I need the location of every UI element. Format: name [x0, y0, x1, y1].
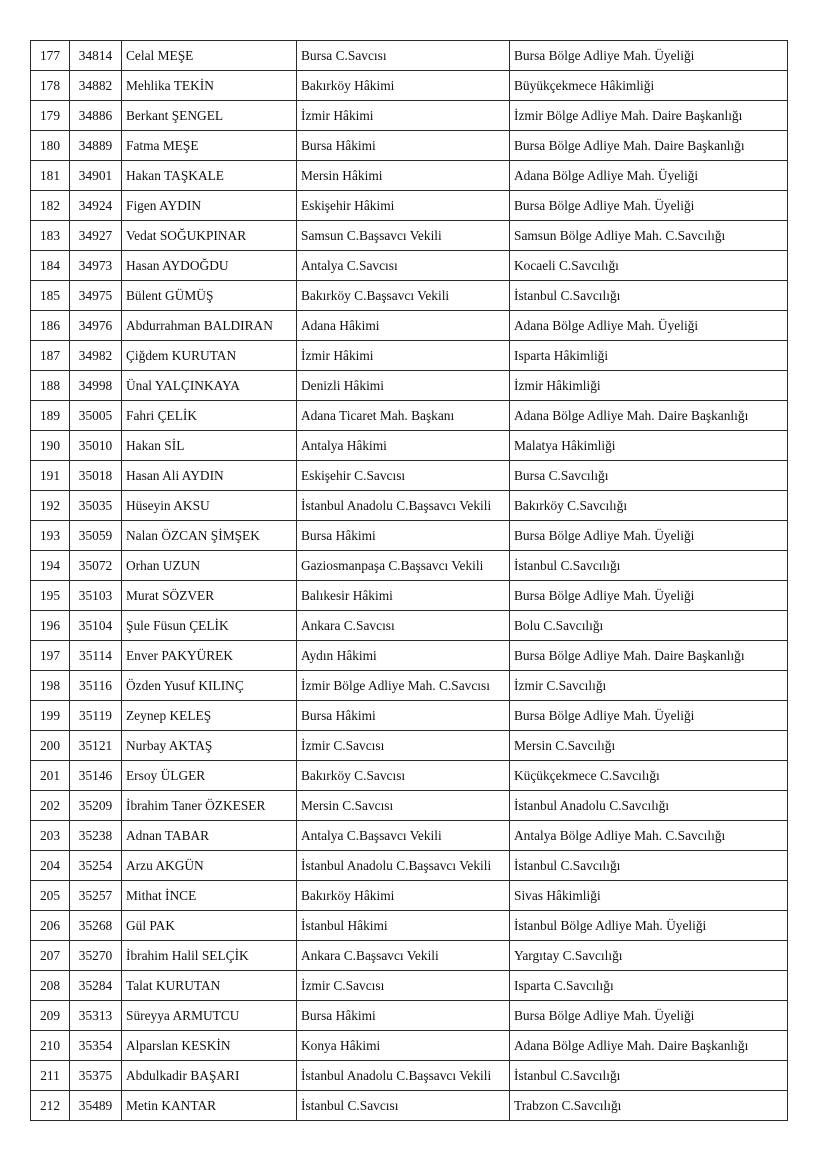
new-post-cell: Bursa Bölge Adliye Mah. Üyeliği: [510, 581, 788, 611]
new-post-cell: Mersin C.Savcılığı: [510, 731, 788, 761]
row-number-cell: 193: [31, 521, 70, 551]
table-row: [31, 161, 788, 191]
row-number-cell: 207: [31, 941, 70, 971]
new-post-cell: Adana Bölge Adliye Mah. Üyeliği: [510, 161, 788, 191]
new-post-cell: Bolu C.Savcılığı: [510, 611, 788, 641]
appointments-table: [30, 40, 788, 1121]
row-number-cell: 195: [31, 581, 70, 611]
table-row: [31, 341, 788, 371]
row-number-cell: 197: [31, 641, 70, 671]
registry-number-cell: 34814: [70, 41, 122, 71]
table-row: [31, 821, 788, 851]
current-post-cell: İstanbul Hâkimi: [297, 911, 510, 941]
name-cell: Özden Yusuf KILINÇ: [122, 671, 297, 701]
registry-number-cell: 34973: [70, 251, 122, 281]
registry-number-cell: 35114: [70, 641, 122, 671]
table-row: [31, 551, 788, 581]
table-row: [31, 1061, 788, 1091]
registry-number-cell: 35254: [70, 851, 122, 881]
row-number-cell: 204: [31, 851, 70, 881]
name-cell: Bülent GÜMÜŞ: [122, 281, 297, 311]
new-post-cell: Samsun Bölge Adliye Mah. C.Savcılığı: [510, 221, 788, 251]
name-cell: Fatma MEŞE: [122, 131, 297, 161]
registry-number-cell: 35257: [70, 881, 122, 911]
current-post-cell: Bursa Hâkimi: [297, 131, 510, 161]
name-cell: Çiğdem KURUTAN: [122, 341, 297, 371]
table-row: [31, 941, 788, 971]
current-post-cell: Ankara C.Başsavcı Vekili: [297, 941, 510, 971]
new-post-cell: Bursa Bölge Adliye Mah. Üyeliği: [510, 1001, 788, 1031]
new-post-cell: Bursa C.Savcılığı: [510, 461, 788, 491]
table-row: [31, 491, 788, 521]
new-post-cell: Bakırköy C.Savcılığı: [510, 491, 788, 521]
new-post-cell: Adana Bölge Adliye Mah. Üyeliği: [510, 311, 788, 341]
new-post-cell: İstanbul Anadolu C.Savcılığı: [510, 791, 788, 821]
registry-number-cell: 34975: [70, 281, 122, 311]
table-row: [31, 731, 788, 761]
row-number-cell: 185: [31, 281, 70, 311]
current-post-cell: Bakırköy C.Savcısı: [297, 761, 510, 791]
current-post-cell: Eskişehir C.Savcısı: [297, 461, 510, 491]
name-cell: Mithat İNCE: [122, 881, 297, 911]
new-post-cell: Adana Bölge Adliye Mah. Daire Başkanlığı: [510, 1031, 788, 1061]
registry-number-cell: 34998: [70, 371, 122, 401]
table-row: [31, 791, 788, 821]
table-row: [31, 761, 788, 791]
current-post-cell: Adana Hâkimi: [297, 311, 510, 341]
current-post-cell: İzmir C.Savcısı: [297, 971, 510, 1001]
registry-number-cell: 35146: [70, 761, 122, 791]
name-cell: Hasan AYDOĞDU: [122, 251, 297, 281]
new-post-cell: Trabzon C.Savcılığı: [510, 1091, 788, 1121]
new-post-cell: Sivas Hâkimliği: [510, 881, 788, 911]
table-row: [31, 371, 788, 401]
current-post-cell: Bursa C.Savcısı: [297, 41, 510, 71]
registry-number-cell: 35354: [70, 1031, 122, 1061]
name-cell: Nalan ÖZCAN ŞİMŞEK: [122, 521, 297, 551]
table-row: [31, 851, 788, 881]
current-post-cell: İstanbul C.Savcısı: [297, 1091, 510, 1121]
current-post-cell: Mersin Hâkimi: [297, 161, 510, 191]
name-cell: Alparslan KESKİN: [122, 1031, 297, 1061]
name-cell: Hakan TAŞKALE: [122, 161, 297, 191]
table-row: [31, 221, 788, 251]
current-post-cell: Bursa Hâkimi: [297, 701, 510, 731]
new-post-cell: Büyükçekmece Hâkimliği: [510, 71, 788, 101]
current-post-cell: İzmir Hâkimi: [297, 341, 510, 371]
row-number-cell: 182: [31, 191, 70, 221]
row-number-cell: 181: [31, 161, 70, 191]
current-post-cell: Bakırköy C.Başsavcı Vekili: [297, 281, 510, 311]
new-post-cell: Küçükçekmece C.Savcılığı: [510, 761, 788, 791]
registry-number-cell: 35375: [70, 1061, 122, 1091]
current-post-cell: Antalya Hâkimi: [297, 431, 510, 461]
table-row: [31, 611, 788, 641]
name-cell: İbrahim Taner ÖZKESER: [122, 791, 297, 821]
registry-number-cell: 35121: [70, 731, 122, 761]
registry-number-cell: 35270: [70, 941, 122, 971]
row-number-cell: 194: [31, 551, 70, 581]
row-number-cell: 178: [31, 71, 70, 101]
registry-number-cell: 35018: [70, 461, 122, 491]
registry-number-cell: 34889: [70, 131, 122, 161]
table-row: [31, 701, 788, 731]
name-cell: Fahri ÇELİK: [122, 401, 297, 431]
registry-number-cell: 35284: [70, 971, 122, 1001]
table-row: [31, 671, 788, 701]
new-post-cell: Malatya Hâkimliği: [510, 431, 788, 461]
new-post-cell: İstanbul C.Savcılığı: [510, 851, 788, 881]
name-cell: Orhan UZUN: [122, 551, 297, 581]
row-number-cell: 201: [31, 761, 70, 791]
new-post-cell: Kocaeli C.Savcılığı: [510, 251, 788, 281]
row-number-cell: 205: [31, 881, 70, 911]
registry-number-cell: 35116: [70, 671, 122, 701]
table-row: [31, 281, 788, 311]
name-cell: Hasan Ali AYDIN: [122, 461, 297, 491]
registry-number-cell: 35072: [70, 551, 122, 581]
name-cell: Gül PAK: [122, 911, 297, 941]
registry-number-cell: 34982: [70, 341, 122, 371]
new-post-cell: Bursa Bölge Adliye Mah. Daire Başkanlığı: [510, 641, 788, 671]
new-post-cell: İzmir C.Savcılığı: [510, 671, 788, 701]
name-cell: Hakan SİL: [122, 431, 297, 461]
registry-number-cell: 35059: [70, 521, 122, 551]
row-number-cell: 180: [31, 131, 70, 161]
name-cell: Abdurrahman BALDIRAN: [122, 311, 297, 341]
row-number-cell: 202: [31, 791, 70, 821]
table-row: [31, 71, 788, 101]
current-post-cell: Antalya C.Savcısı: [297, 251, 510, 281]
table-row: [31, 431, 788, 461]
registry-number-cell: 35119: [70, 701, 122, 731]
row-number-cell: 186: [31, 311, 70, 341]
name-cell: Celal MEŞE: [122, 41, 297, 71]
registry-number-cell: 35209: [70, 791, 122, 821]
name-cell: Adnan TABAR: [122, 821, 297, 851]
row-number-cell: 203: [31, 821, 70, 851]
current-post-cell: İstanbul Anadolu C.Başsavcı Vekili: [297, 851, 510, 881]
current-post-cell: Antalya C.Başsavcı Vekili: [297, 821, 510, 851]
current-post-cell: Adana Ticaret Mah. Başkanı: [297, 401, 510, 431]
current-post-cell: Balıkesir Hâkimi: [297, 581, 510, 611]
name-cell: Abdulkadir BAŞARI: [122, 1061, 297, 1091]
registry-number-cell: 34976: [70, 311, 122, 341]
new-post-cell: İstanbul C.Savcılığı: [510, 1061, 788, 1091]
table-row: [31, 1031, 788, 1061]
registry-number-cell: 35005: [70, 401, 122, 431]
appointments-table-body: [31, 41, 788, 1121]
registry-number-cell: 35489: [70, 1091, 122, 1121]
current-post-cell: Aydın Hâkimi: [297, 641, 510, 671]
new-post-cell: Yargıtay C.Savcılığı: [510, 941, 788, 971]
name-cell: Murat SÖZVER: [122, 581, 297, 611]
row-number-cell: 190: [31, 431, 70, 461]
row-number-cell: 188: [31, 371, 70, 401]
registry-number-cell: 34924: [70, 191, 122, 221]
current-post-cell: Konya Hâkimi: [297, 1031, 510, 1061]
registry-number-cell: 34882: [70, 71, 122, 101]
new-post-cell: Bursa Bölge Adliye Mah. Üyeliği: [510, 41, 788, 71]
row-number-cell: 211: [31, 1061, 70, 1091]
table-row: [31, 401, 788, 431]
table-row: [31, 581, 788, 611]
current-post-cell: Bursa Hâkimi: [297, 521, 510, 551]
row-number-cell: 212: [31, 1091, 70, 1121]
table-row: [31, 971, 788, 1001]
row-number-cell: 177: [31, 41, 70, 71]
registry-number-cell: 34886: [70, 101, 122, 131]
name-cell: Enver PAKYÜREK: [122, 641, 297, 671]
current-post-cell: Eskişehir Hâkimi: [297, 191, 510, 221]
table-row: [31, 131, 788, 161]
new-post-cell: Bursa Bölge Adliye Mah. Daire Başkanlığı: [510, 131, 788, 161]
new-post-cell: Antalya Bölge Adliye Mah. C.Savcılığı: [510, 821, 788, 851]
current-post-cell: Samsun C.Başsavcı Vekili: [297, 221, 510, 251]
registry-number-cell: 34927: [70, 221, 122, 251]
document-page: [30, 40, 787, 1121]
new-post-cell: İstanbul Bölge Adliye Mah. Üyeliği: [510, 911, 788, 941]
registry-number-cell: 35104: [70, 611, 122, 641]
row-number-cell: 191: [31, 461, 70, 491]
row-number-cell: 192: [31, 491, 70, 521]
registry-number-cell: 35035: [70, 491, 122, 521]
table-row: [31, 461, 788, 491]
table-row: [31, 1091, 788, 1121]
table-row: [31, 101, 788, 131]
row-number-cell: 187: [31, 341, 70, 371]
name-cell: Ünal YALÇINKAYA: [122, 371, 297, 401]
registry-number-cell: 35313: [70, 1001, 122, 1031]
table-row: [31, 41, 788, 71]
row-number-cell: 189: [31, 401, 70, 431]
registry-number-cell: 35238: [70, 821, 122, 851]
current-post-cell: Mersin C.Savcısı: [297, 791, 510, 821]
name-cell: Süreyya ARMUTCU: [122, 1001, 297, 1031]
registry-number-cell: 35010: [70, 431, 122, 461]
table-row: [31, 521, 788, 551]
current-post-cell: Bakırköy Hâkimi: [297, 71, 510, 101]
row-number-cell: 196: [31, 611, 70, 641]
name-cell: Metin KANTAR: [122, 1091, 297, 1121]
name-cell: İbrahim Halil SELÇİK: [122, 941, 297, 971]
current-post-cell: Ankara C.Savcısı: [297, 611, 510, 641]
current-post-cell: Gaziosmanpaşa C.Başsavcı Vekili: [297, 551, 510, 581]
new-post-cell: İstanbul C.Savcılığı: [510, 551, 788, 581]
new-post-cell: Bursa Bölge Adliye Mah. Üyeliği: [510, 521, 788, 551]
current-post-cell: İzmir Bölge Adliye Mah. C.Savcısı: [297, 671, 510, 701]
row-number-cell: 179: [31, 101, 70, 131]
table-row: [31, 881, 788, 911]
row-number-cell: 208: [31, 971, 70, 1001]
new-post-cell: İstanbul C.Savcılığı: [510, 281, 788, 311]
new-post-cell: Isparta C.Savcılığı: [510, 971, 788, 1001]
new-post-cell: Adana Bölge Adliye Mah. Daire Başkanlığı: [510, 401, 788, 431]
name-cell: Arzu AKGÜN: [122, 851, 297, 881]
table-row: [31, 911, 788, 941]
current-post-cell: Bakırköy Hâkimi: [297, 881, 510, 911]
name-cell: Mehlika TEKİN: [122, 71, 297, 101]
row-number-cell: 209: [31, 1001, 70, 1031]
registry-number-cell: 35268: [70, 911, 122, 941]
new-post-cell: İzmir Bölge Adliye Mah. Daire Başkanlığı: [510, 101, 788, 131]
table-row: [31, 191, 788, 221]
new-post-cell: İzmir Hâkimliği: [510, 371, 788, 401]
current-post-cell: İzmir C.Savcısı: [297, 731, 510, 761]
current-post-cell: Denizli Hâkimi: [297, 371, 510, 401]
row-number-cell: 200: [31, 731, 70, 761]
row-number-cell: 199: [31, 701, 70, 731]
registry-number-cell: 34901: [70, 161, 122, 191]
new-post-cell: Bursa Bölge Adliye Mah. Üyeliği: [510, 191, 788, 221]
table-row: [31, 641, 788, 671]
name-cell: Figen AYDIN: [122, 191, 297, 221]
row-number-cell: 198: [31, 671, 70, 701]
name-cell: Berkant ŞENGEL: [122, 101, 297, 131]
name-cell: Ersoy ÜLGER: [122, 761, 297, 791]
registry-number-cell: 35103: [70, 581, 122, 611]
row-number-cell: 210: [31, 1031, 70, 1061]
name-cell: Vedat SOĞUKPINAR: [122, 221, 297, 251]
row-number-cell: 184: [31, 251, 70, 281]
row-number-cell: 206: [31, 911, 70, 941]
current-post-cell: İstanbul Anadolu C.Başsavcı Vekili: [297, 1061, 510, 1091]
current-post-cell: Bursa Hâkimi: [297, 1001, 510, 1031]
name-cell: Zeynep KELEŞ: [122, 701, 297, 731]
current-post-cell: İstanbul Anadolu C.Başsavcı Vekili: [297, 491, 510, 521]
row-number-cell: 183: [31, 221, 70, 251]
current-post-cell: İzmir Hâkimi: [297, 101, 510, 131]
table-row: [31, 311, 788, 341]
table-row: [31, 251, 788, 281]
name-cell: Nurbay AKTAŞ: [122, 731, 297, 761]
name-cell: Hüseyin AKSU: [122, 491, 297, 521]
new-post-cell: Isparta Hâkimliği: [510, 341, 788, 371]
name-cell: Şule Füsun ÇELİK: [122, 611, 297, 641]
new-post-cell: Bursa Bölge Adliye Mah. Üyeliği: [510, 701, 788, 731]
table-row: [31, 1001, 788, 1031]
name-cell: Talat KURUTAN: [122, 971, 297, 1001]
